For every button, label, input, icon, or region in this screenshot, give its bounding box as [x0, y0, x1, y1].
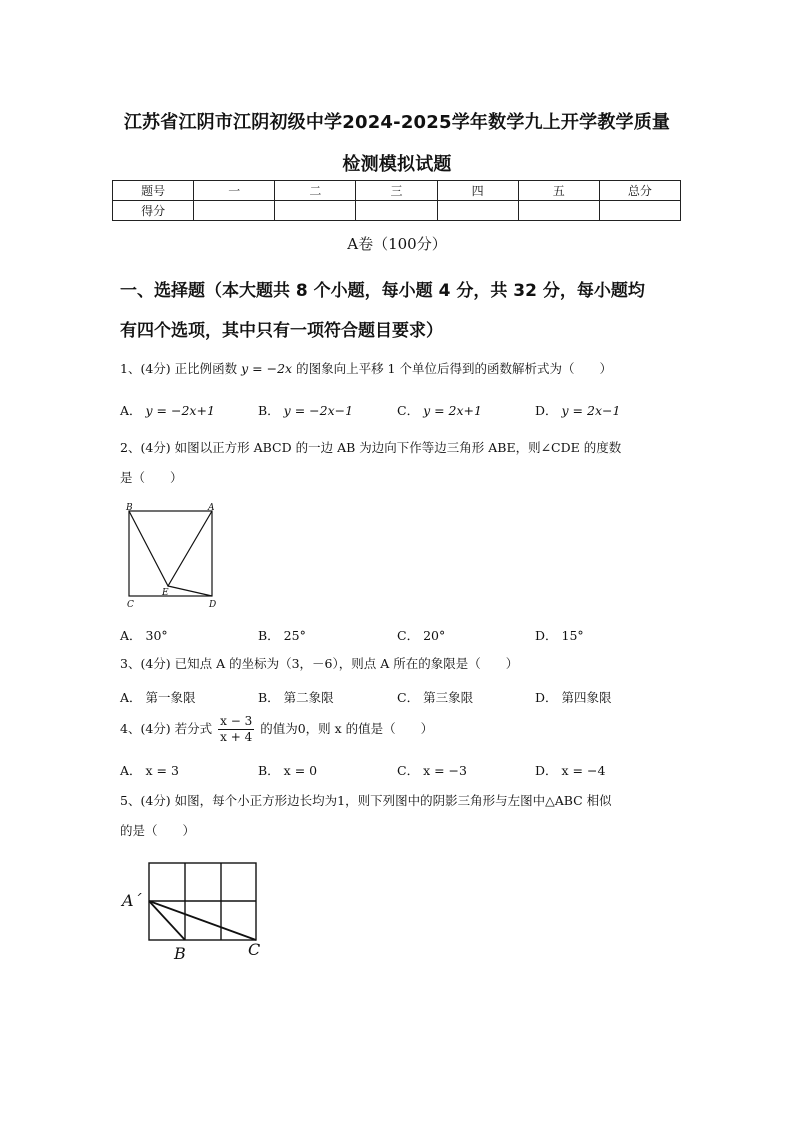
- option-b[interactable]: B． x = 0: [258, 763, 318, 778]
- table-cell: 三: [356, 181, 437, 201]
- point-label-b: B: [174, 944, 186, 963]
- question-stem-text: 1、(4分) 正比例函数: [120, 361, 238, 376]
- fraction-numerator: x − 3: [220, 714, 253, 728]
- table-cell: 五: [518, 181, 599, 201]
- question-5-stem-line2: 的是（ ）: [120, 823, 196, 838]
- score-entry-cell: [356, 201, 437, 221]
- score-entry-cell: [518, 201, 599, 221]
- square-abcd: [129, 511, 212, 596]
- point-label-c: C: [127, 600, 134, 610]
- question-1-stem: [120, 360, 690, 378]
- score-entry-cell: [437, 201, 518, 221]
- square-grid: [149, 863, 256, 940]
- option-a[interactable]: A． y = −2x+1: [120, 403, 215, 418]
- option-c[interactable]: C． 20°: [397, 628, 446, 643]
- point-label-a: A: [208, 503, 215, 513]
- square-triangle-figure: [118, 500, 228, 615]
- triangle-abe: [129, 511, 212, 586]
- option-a[interactable]: A． 30°: [120, 628, 168, 643]
- option-c[interactable]: C． y = 2x+1: [397, 403, 482, 418]
- math-expression: y = −2x: [241, 361, 293, 376]
- question-stem-text: 的值为0，则 x 的值是（ ）: [260, 721, 434, 736]
- table-cell: 一: [194, 181, 275, 201]
- question-4-stem: [120, 714, 690, 745]
- point-label-b: B: [126, 503, 133, 513]
- question-3-stem: 3、(4分) 已知点 A 的坐标为（3，－6），则点 A 所在的象限是（ ）: [120, 656, 519, 671]
- question-2-stem-line2: 是（ ）: [120, 470, 183, 485]
- table-cell: 四: [437, 181, 518, 201]
- point-label-d: D: [209, 600, 217, 610]
- point-label-a: A´: [122, 891, 142, 910]
- document-title-line1: 江苏省江阴市江阴初级中学2024-2025学年数学九上开学教学质量: [123, 112, 671, 133]
- point-label-e: E: [162, 588, 169, 598]
- segment-ed: [168, 586, 212, 596]
- option-d[interactable]: D． x = −4: [535, 763, 606, 778]
- section-heading-line2: 有四个选项，其中只有一项符合题目要求）: [120, 321, 443, 341]
- option-a[interactable]: A． x = 3: [120, 763, 179, 778]
- score-table-header-row: [113, 181, 681, 201]
- question-stem-text: 4、(4分) 若分式: [120, 721, 213, 736]
- score-entry-cell: [275, 201, 356, 221]
- question-stem-text: 的图象向上平移 1 个单位后得到的函数解析式为（ ）: [296, 361, 612, 376]
- option-d[interactable]: D． 15°: [535, 628, 584, 643]
- score-table: [112, 180, 681, 221]
- grid-triangle-figure: [118, 855, 278, 965]
- option-c[interactable]: C． x = −3: [397, 763, 467, 778]
- question-2-stem-line1: 2、(4分) 如图以正方形 ABCD 的一边 AB 为边向下作等边三角形 ABE，则∠CDE 的度数: [120, 440, 622, 455]
- option-c[interactable]: C． 第三象限: [397, 690, 474, 705]
- table-cell: 得分: [113, 201, 194, 221]
- option-b[interactable]: B． 25°: [258, 628, 306, 643]
- point-label-c: C: [248, 940, 261, 959]
- document-title-line2: 检测模拟试题: [342, 154, 452, 175]
- fraction-expression: [218, 714, 254, 745]
- option-d[interactable]: D． y = 2x−1: [535, 403, 621, 418]
- table-cell: 题号: [113, 181, 194, 201]
- option-b[interactable]: B． y = −2x−1: [258, 403, 354, 418]
- score-entry-cell: [599, 201, 680, 221]
- option-d[interactable]: D． 第四象限: [535, 690, 612, 705]
- section-heading-line1: 一、选择题（本大题共 8 个小题，每小题 4 分，共 32 分，每小题均: [120, 281, 645, 301]
- fraction-denominator: x + 4: [220, 730, 253, 744]
- question-5-stem-line1: 5、(4分) 如图，每个小正方形边长均为1，则下列图中的阴影三角形与左图中△ABC 相似: [120, 793, 612, 808]
- table-cell: 二: [275, 181, 356, 201]
- score-entry-cell: [194, 201, 275, 221]
- paper-section-heading: A卷（100分）: [347, 235, 447, 253]
- score-table-score-row: [113, 201, 681, 221]
- option-b[interactable]: B． 第二象限: [258, 690, 334, 705]
- table-cell: 总分: [599, 181, 680, 201]
- triangle-abc: [149, 901, 256, 940]
- option-a[interactable]: A． 第一象限: [120, 690, 196, 705]
